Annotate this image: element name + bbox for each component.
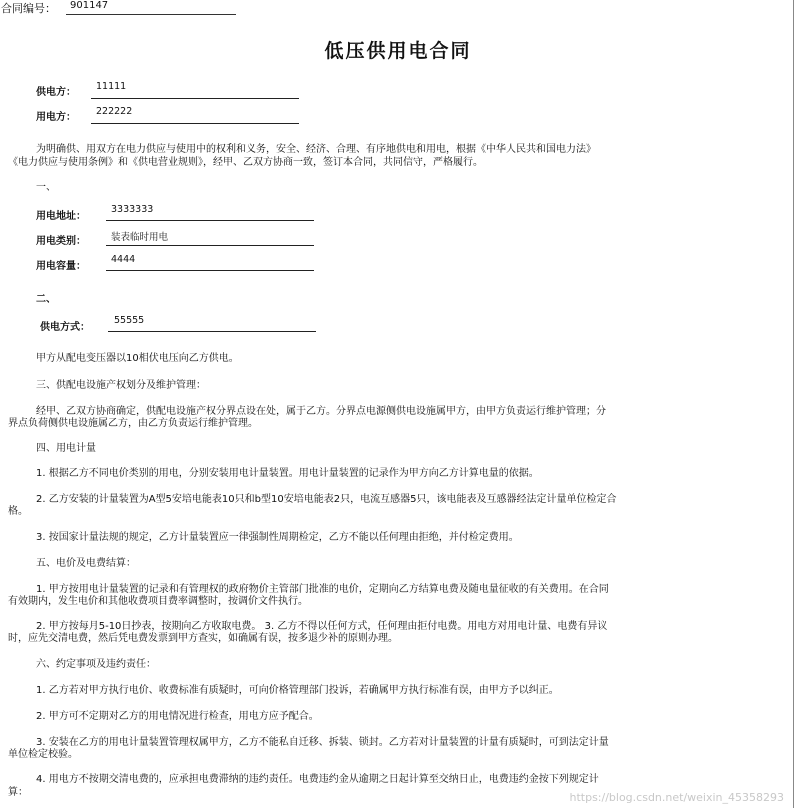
consumer-value: 222222 [96, 106, 133, 117]
capacity-underline [106, 270, 314, 271]
address-label: 用电地址： [36, 211, 86, 222]
section6-item1: 1. 乙方若对甲方执行电价、收费标准有质疑时，可向价格管理部门投诉，若确属甲方执行标准有误，由甲方予以纠正。 [36, 685, 559, 696]
watermark-url: https://blog.csdn.net/weixin_45358293 [569, 791, 784, 804]
address-underline [106, 220, 314, 221]
section6-item3-line2: 单位检定校验。 [8, 749, 78, 760]
supplier-value: 11111 [96, 81, 127, 92]
section5-item1-line2: 有效期内，发生电价和其他收费项目费率调整时，按调价文件执行。 [8, 596, 308, 607]
contract-no-underline [66, 14, 236, 15]
supply-method-value: 55555 [114, 315, 145, 326]
section6-heading: 六、约定事项及违约责任： [36, 659, 156, 670]
section4-item1: 1. 根据乙方不同电价类别的用电，分别安装用电计量装置。用电计量装置的记录作为甲方向乙方计算电量的依据。 [36, 468, 539, 479]
contract-no-label: 合同编号： [1, 2, 56, 15]
section6-item4-line1: 4. 用电方不按期交清电费的，应承担电费滞纳的违约责任。电费违约金从逾期之日起计算至交纳日止，电费违约金按下列规定计 [36, 774, 599, 785]
intro-paragraph-line1: 为明确供、用双方在电力供应与使用中的权利和义务，安全、经济、合理、有序地供电和用电，根据《中华人民共和国电力法》 [36, 144, 596, 155]
contract-no-value: 901147 [70, 0, 109, 11]
intro-paragraph-line2: 《电力供应与使用条例》和《供电营业规则》，经甲、乙双方协商一致，签订本合同，共同信守，严格履行。 [8, 157, 483, 168]
contract-title: 低压供用电合同 [324, 40, 472, 62]
page-right-border [793, 0, 794, 808]
section3-heading: 三、供配电设施产权划分及维护管理： [36, 380, 206, 391]
section2-text: 甲方从配电变压器以10相伏电压向乙方供电。 [36, 353, 239, 364]
section3-text-line2: 界点负荷侧供电设施属乙方，由乙方负责运行维护管理。 [8, 418, 258, 429]
category-underline [106, 245, 314, 246]
consumer-underline [91, 123, 299, 124]
section4-item2-line2: 格。 [8, 506, 28, 517]
section5-item2-line1: 2. 甲方按每月5-10日抄表，按期向乙方收取电费。 3. 乙方不得以任何方式，任何理由拒付电费。用电方对用电计量、电费有异议 [36, 621, 608, 632]
address-value: 3333333 [111, 204, 154, 215]
section6-item2: 2. 甲方可不定期对乙方的用电情况进行检查，用电方应予配合。 [36, 711, 319, 722]
section5-item2-line2: 时，应先交清电费，然后凭电费发票到甲方查实，如确属有误，按多退少补的原则办理。 [8, 633, 398, 644]
supply-method-underline [108, 331, 316, 332]
section4-item3: 3. 按国家计量法规的规定，乙方计量装置应一律强制性周期检定，乙方不能以任何理由拒绝，并付检定费用。 [36, 532, 519, 543]
capacity-value: 4444 [111, 254, 136, 265]
section6-item4-line2: 算： [8, 787, 28, 798]
supply-method-label: 供电方式： [40, 322, 90, 333]
section3-text-line1: 经甲、乙双方协商确定，供配电设施产权分界点设在处，属于乙方。分界点电源侧供电设施属甲方，由甲方负责运行维护管理；分 [36, 406, 606, 417]
section2-heading: 二、 [36, 294, 56, 305]
supplier-label: 供电方： [36, 87, 76, 98]
consumer-label: 用电方： [36, 112, 76, 123]
section4-item2-line1: 2. 乙方安装的计量装置为A型5安培电能表10只和b型10安培电能表2只，电流互感器5只，该电能表及互感器经法定计量单位检定合 [36, 494, 617, 505]
category-label: 用电类别： [36, 236, 86, 247]
section4-heading: 四、用电计量 [36, 443, 96, 454]
category-value: 装表临时用电 [111, 232, 169, 243]
supplier-underline [91, 98, 299, 99]
section5-heading: 五、电价及电费结算： [36, 558, 136, 569]
section1-heading: 一、 [36, 182, 56, 193]
capacity-label: 用电容量： [36, 261, 86, 272]
section5-item1-line1: 1. 甲方按用电计量装置的记录和有管理权的政府物价主管部门批准的电价，定期向乙方结算电费及随电量征收的有关费用。在合同 [36, 584, 609, 595]
section6-item3-line1: 3. 安装在乙方的用电计量装置管理权属甲方，乙方不能私自迁移、拆装、锁封。乙方若对计量装置的计量有质疑时，可到法定计量 [36, 737, 609, 748]
